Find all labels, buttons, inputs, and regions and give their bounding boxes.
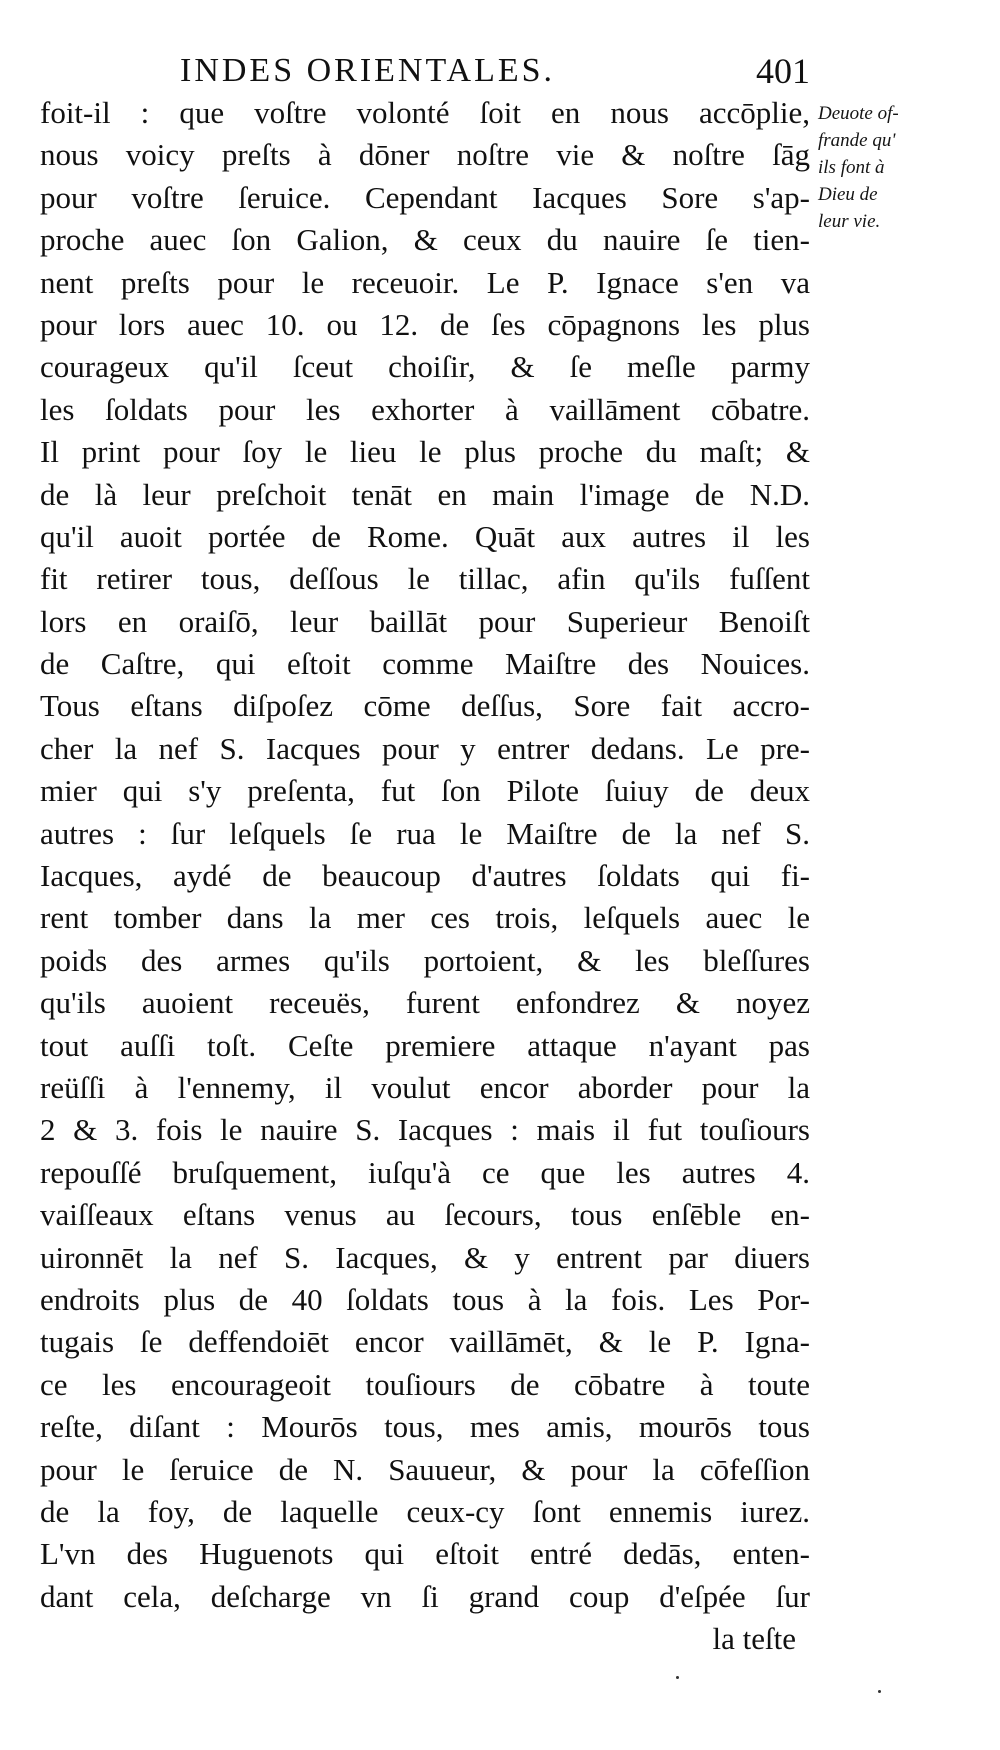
text-line: pour le ſeruice de N. Sauueur, & pour la cōfeſſion [40, 1451, 810, 1487]
ink-speck [676, 1676, 679, 1679]
text-line: repouſſé bruſquement, iuſqu'à ce que les autres 4. [40, 1154, 810, 1190]
text-line: Tous eſtans diſpoſez cōme deſſus, Sore fait accro- [40, 688, 810, 724]
margin-note-line: frande qu' [818, 130, 896, 151]
text-line: de Caſtre, qui eſtoit comme Maiſtre des Nouices. [40, 646, 810, 682]
text-line: 2 & 3. fois le nauire S. Iacques : mais il fut touſiours [40, 1112, 810, 1148]
text-line: reüſſi à l'ennemy, il voulut encor aborder pour la [40, 1069, 810, 1105]
running-title: INDES ORIENTALES. [180, 52, 556, 89]
margin-note-line: leur vie. [818, 211, 881, 232]
body-text [40, 92, 810, 1660]
margin-note-line: Deuote of- [818, 103, 899, 124]
text-line: ce les encourageoit touſiours de cōbatre à toute [40, 1366, 810, 1402]
text-line: les ſoldats pour les exhorter à vaillāment cōbatre. [40, 391, 810, 427]
text-line: de la foy, de laquelle ceux-cy ſont ennemis iurez. [40, 1493, 810, 1529]
text-line: qu'ils auoient receuës, furent enfondrez & noyez [40, 985, 810, 1021]
text-line: nous voicy preſts à dōner noſtre vie & noſtre ſāg [40, 137, 810, 173]
ink-speck [878, 1690, 881, 1693]
page-number: 401 [756, 51, 810, 91]
text-line: cher la nef S. Iacques pour y entrer dedans. Le pre- [40, 730, 810, 766]
text-line: reſte, diſant : Mourōs tous, mes amis, mourōs tous [40, 1409, 810, 1445]
text-line: de là leur preſchoit tenāt en main l'image de N.D. [40, 476, 810, 512]
text-line: mier qui s'y preſenta, fut ſon Pilote ſuiuy de deux [40, 773, 810, 809]
text-line: pour lors auec 10. ou 12. de ſes cōpagnons les plus [40, 306, 810, 342]
catchword: la teſte [712, 1621, 796, 1657]
text-line: rent tomber dans la mer ces trois, leſquels auec le [40, 900, 810, 936]
text-line: pour voſtre ſeruice. Cependant Iacques Sore s'ap- [40, 179, 810, 215]
text-line: qu'il auoit portée de Rome. Quāt aux autres il les [40, 518, 810, 554]
text-line: courageux qu'il ſceut choiſir, & ſe meſle parmy [40, 349, 810, 385]
text-line: uironnēt la nef S. Iacques, & y entrent par diuers [40, 1239, 810, 1275]
text-line: Il print pour ſoy le lieu le plus proche du maſt; & [40, 434, 810, 470]
text-line: poids des armes qu'ils portoient, & les bleſſures [40, 942, 810, 978]
margin-note [818, 100, 968, 235]
text-line: tout auſſi toſt. Ceſte premiere attaque n'ayant pas [40, 1027, 810, 1063]
text-line: fit retirer tous, deſſous le tillac, afin qu'ils fuſſent [40, 561, 810, 597]
text-line: nent preſts pour le receuoir. Le P. Ignace s'en va [40, 264, 810, 300]
margin-note-line: ils font à [818, 157, 885, 178]
text-line: autres : ſur leſquels ſe rua le Maiſtre de la nef S. [40, 815, 810, 851]
text-line: Iacques, aydé de beaucoup d'autres ſoldats qui fi- [40, 858, 810, 894]
text-line: vaiſſeaux eſtans venus au ſecours, tous enſēble en- [40, 1197, 810, 1233]
text-line: foit-il : que voſtre volonté ſoit en nous accōplie, [40, 95, 810, 130]
margin-note-line: Dieu de [818, 184, 878, 205]
text-line: lors en oraiſō, leur baillāt pour Superieur Benoiſt [40, 603, 810, 639]
text-line: endroits plus de 40 ſoldats tous à la fois. Les Por- [40, 1281, 810, 1317]
text-line: dant cela, deſcharge vn ſi grand coup d'eſpée ſur [40, 1578, 810, 1614]
running-head [40, 48, 810, 94]
text-line: proche auec ſon Galion, & ceux du nauire ſe tien- [40, 222, 810, 258]
text-line: tugais ſe deffendoiēt encor vaillāmēt, & le P. Igna- [40, 1324, 810, 1360]
text-line: L'vn des Huguenots qui eſtoit entré dedās, enten- [40, 1536, 810, 1572]
